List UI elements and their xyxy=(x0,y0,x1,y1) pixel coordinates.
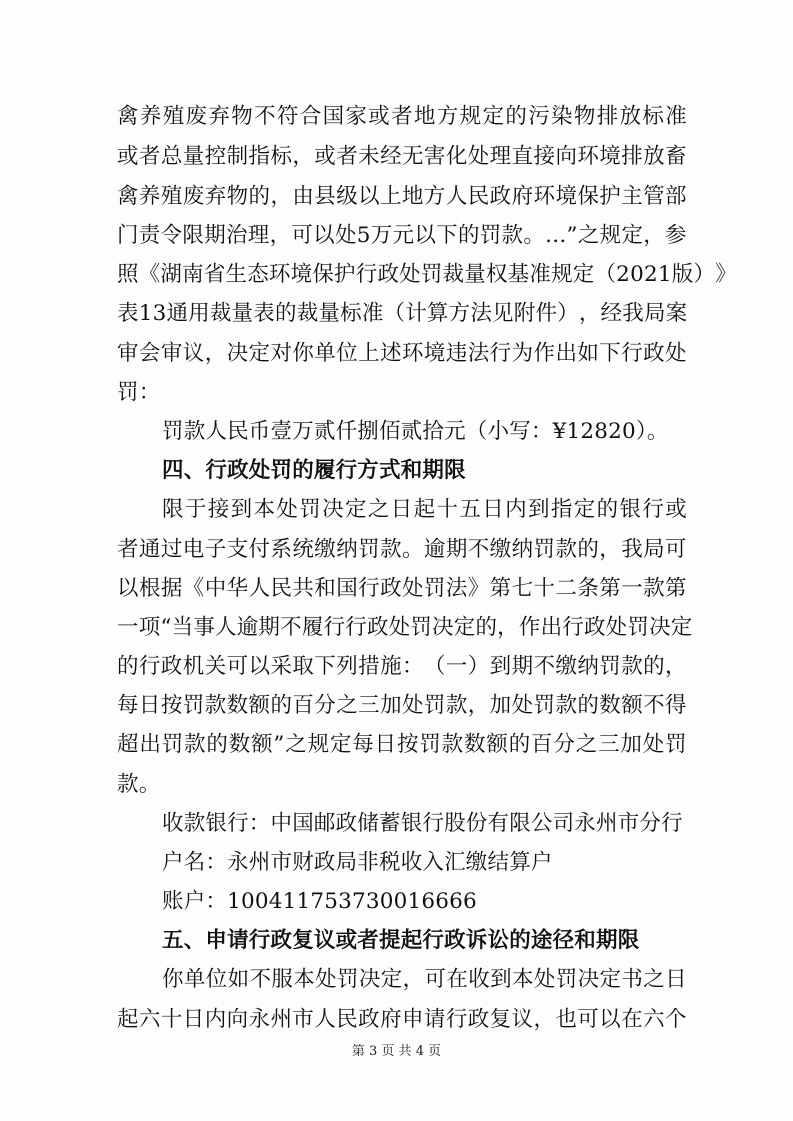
account-number: 账户：100411753730016666 xyxy=(162,889,477,914)
body-line: 照 《 湖 南 省 生 态 环 境 保 护 行 政 处 罚 裁 量 权 基 准 规 定 （ 2 0 2 1 版 ） 》 xyxy=(117,262,737,287)
body-line: 审 会 审 议 ， 决 定 对 你 单 位 上 述 环 境 违 法 行 为 作 出 如 下 行 政 处 xyxy=(117,341,687,366)
section4-line: 限 于 接 到 本 处 罚 决 定 之 日 起 十 五 日 内 到 指 定 的 银 行 或 xyxy=(162,497,687,522)
section4-line: 的 行 政 机 关 可 以 采 取 下 列 措 施 ： （ 一 ） 到 期 不 缴 纳 罚 款 的 ， xyxy=(117,654,687,679)
body-line: 罚： xyxy=(117,380,161,405)
section-heading: 四、行政处罚的履行方式和期限 xyxy=(162,458,466,483)
bank-name: 收款银行：中国邮政储蓄银行股份有限公司永州市分行 xyxy=(162,811,683,836)
section4-line: 款。 xyxy=(117,772,161,797)
section-heading: 五、申请行政复议或者提起行政诉讼的途径和期限 xyxy=(162,928,640,953)
body-line: 禽 养 殖 废 弃 物 不 符 合 国 家 或 者 地 方 规 定 的 污 染 物 排 放 标 准 xyxy=(117,104,687,129)
account-name: 户名：永州市财政局非税收入汇缴结算户 xyxy=(162,850,553,875)
body-line: 禽 养 殖 废 弃 物 的 ， 由 县 级 以 上 地 方 人 民 政 府 环 境 保 护 主 管 部 xyxy=(117,184,687,209)
section4-line: 以 根 据 《 中 华 人 民 共 和 国 行 政 处 罚 法 》 第 七 十 二 条 第 一 款 第 xyxy=(117,576,687,601)
section5-line: 起 六 十 日 内 向 永 州 市 人 民 政 府 申 请 行 政 复 议 ， 也 可 以 在 六 个 xyxy=(117,1007,687,1032)
penalty-amount: 罚款人民币壹万贰仟捌佰贰拾元（小写：¥12820）。 xyxy=(162,419,669,444)
section4-line: 一 项 “ 当 事 人 逾 期 不 履 行 行 政 处 罚 决 定 的 ， 作 出 行 政 处 罚 决 定 xyxy=(117,615,693,640)
section5-line: 你 单 位 如 不 服 本 处 罚 决 定 ， 可 在 收 到 本 处 罚 决 定 书 之 日 xyxy=(162,967,687,992)
page-number: 第 3 页 共 4 页 xyxy=(351,1044,442,1059)
section4-line: 者 通 过 电 子 支 付 系 统 缴 纳 罚 款 。 逾 期 不 缴 纳 罚 款 的 ， 我 局 可 xyxy=(117,537,687,562)
section4-line: 超 出 罚 款 的 数 额 ” 之 规 定 每 日 按 罚 款 数 额 的 百 分 之 三 加 处 罚 xyxy=(117,732,687,757)
body-line: 或 者 总 量 控 制 指 标 ， 或 者 未 经 无 害 化 处 理 直 接 向 环 境 排 放 畜 xyxy=(117,144,687,169)
body-line: 门 责 令 限 期 治 理 ， 可 以 处 5 万 元 以 下 的 罚 款 。 . . . ” 之 规 定 ， 参 xyxy=(117,223,687,248)
section4-line: 每 日 按 罚 款 数 额 的 百 分 之 三 加 处 罚 款 ， 加 处 罚 款 的 数 额 不 得 xyxy=(117,693,687,718)
body-line: 表 1 3 通 用 裁 量 表 的 裁 量 标 准 （ 计 算 方 法 见 附 件 ） ， 经 我 局 案 xyxy=(117,301,688,326)
